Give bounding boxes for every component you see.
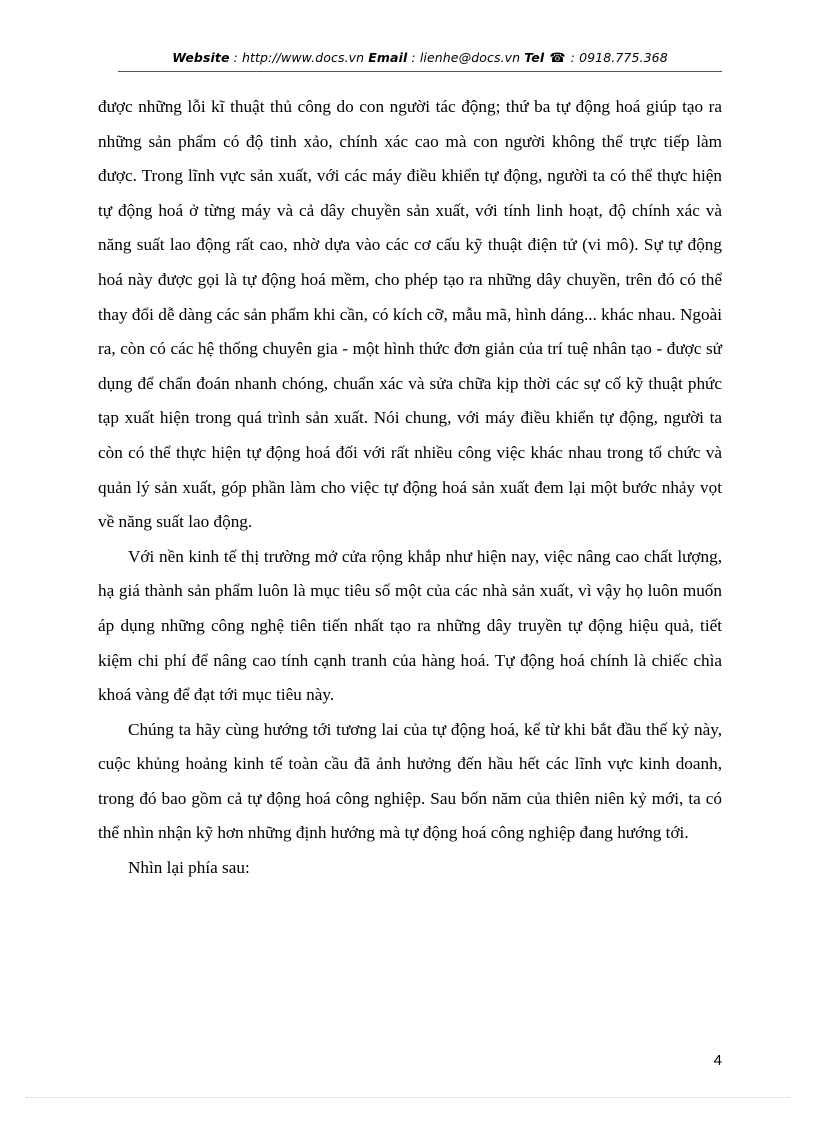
tel-label: Tel	[524, 50, 545, 65]
document-body	[98, 90, 722, 886]
page-number: 4	[713, 1052, 722, 1069]
website-url[interactable]: http://www.docs.vn	[242, 50, 365, 65]
website-separator: :	[229, 50, 242, 65]
page-header	[118, 50, 722, 66]
email-separator: :	[407, 50, 420, 65]
email-label: Email	[368, 50, 408, 65]
header-divider	[118, 71, 722, 72]
telephone-icon: ☎	[549, 51, 566, 66]
paragraph-4: Nhìn lại phía sau:	[128, 858, 250, 878]
email-value[interactable]: lienhe@docs.vn	[419, 50, 521, 65]
website-label: Website	[172, 50, 230, 65]
tel-value: 0918.775.368	[579, 50, 668, 65]
paragraph-3: Chúng ta hãy cùng hướng tới tương lai của tự động hoá, kể từ khi bắt đầu thế kỷ này, cuộc khủng hoảng kinh tế toàn cầu đã ảnh hưởng đến hầu hết các lĩnh vực kinh doanh, trong đó bao gồm cả tự động hoá công nghiệp. Sau bốn năm của thiên niên kỷ mới, ta có thể nhìn nhận kỹ hơn những định hướng mà tự động hoá công nghiệp đang hướng tới.	[98, 719, 722, 843]
page-bottom-divider	[26, 1097, 790, 1098]
paragraph-2: Với nền kinh tế thị trường mở cửa rộng khắp như hiện nay, việc nâng cao chất lượng, hạ giá thành sản phẩm luôn là mục tiêu số một của các nhà sản xuất, vì vậy họ luôn muốn áp dụng những công nghệ tiên tiến nhất tạo ra những dây truyền tự động hiệu quả, tiết kiệm chi phí để nâng cao tính cạnh tranh của hàng hoá. Tự động hoá chính là chiếc chìa khoá vàng để đạt tới mục tiêu này.	[98, 546, 722, 705]
tel-separator: :	[566, 50, 580, 65]
paragraph-1: được những lỗi kĩ thuật thủ công do con người tác động; thứ ba tự động hoá giúp tạo ra những sản phẩm có độ tinh xảo, chính xác cao mà con người không thể trực tiếp làm được. Trong lĩnh vực sản xuất, với các máy điều khiển tự động, người ta có thể thực hiện tự động hoá ở từng máy và cả dây chuyền sản xuất, với tính linh hoạt, độ chính xác và năng suất lao động rất cao, nhờ dựa vào các cơ cấu kỹ thuật điện tử (vi mô). Sự tự động hoá này được gọi là tự động hoá mềm, cho phép tạo ra những dây chuyền, trên đó có thể thay đổi dễ dàng các sản phẩm khi cần, có kích cỡ, mẫu mã, hình dáng... khác nhau. Ngoài ra, còn có các hệ thống chuyên gia - một hình thức đơn giản của trí tuệ nhân tạo - được sử dụng để chẩn đoán nhanh chóng, chuẩn xác và sửa chữa kịp thời các sự cố kỹ thuật phức tạp xuất hiện trong quá trình sản xuất. Nói chung, với máy điều khiển tự động, người ta còn có thể thực hiện tự động hoá đối với rất nhiều công việc khác nhau trong tổ chức và quản lý sản xuất, góp phần làm cho việc tự động hoá sản xuất đem lại một bước nhảy vọt về năng suất lao động.	[98, 97, 722, 532]
